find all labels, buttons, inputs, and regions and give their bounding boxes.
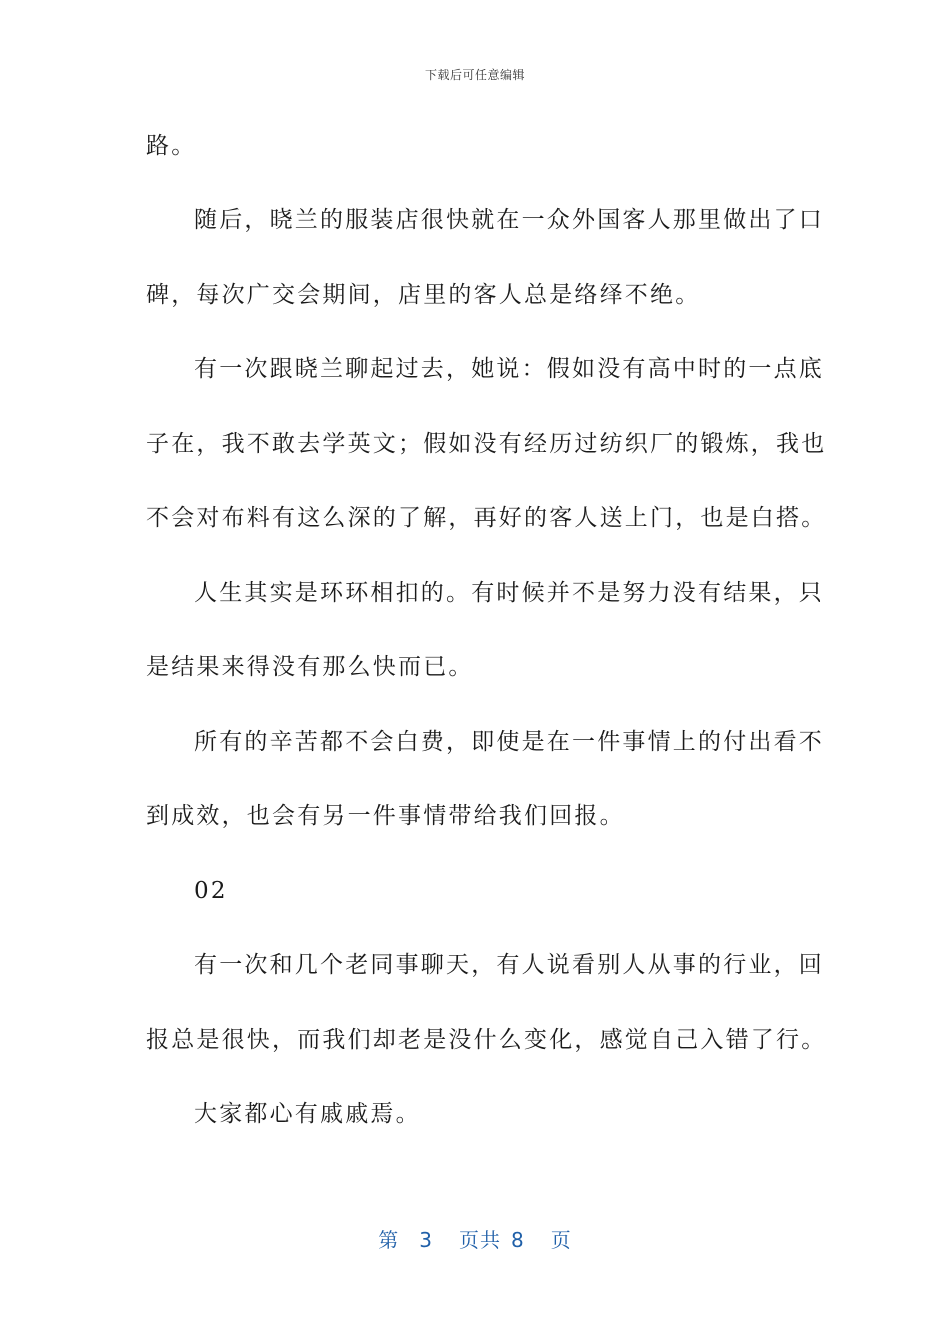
text-line: 子在，我不敢去学英文；假如没有经历过纺织厂的锻炼，我也 [146,431,827,457]
text-line: 是结果来得没有那么快而已。 [146,654,474,680]
text-line: 碑，每次广交会期间，店里的客人总是络绎不绝。 [146,282,701,308]
text-line: 大家都心有戚戚焉。 [194,1101,421,1127]
page-footer [0,1224,950,1253]
text-line: 有一次和几个老同事聊天，有人说看别人从事的行业，回 [194,952,824,978]
text-line: 路。 [146,133,197,159]
footer-middle: 页共 [459,1228,501,1252]
footer-suffix: 页 [550,1228,572,1252]
text-line: 到成效，也会有另一件事情带给我们回报。 [146,803,625,829]
section-number: 02 [194,878,228,904]
text-line: 随后，晓兰的服装店很快就在一众外国客人那里做出了口 [194,207,824,233]
text-line: 有一次跟晓兰聊起过去，她说：假如没有高中时的一点底 [194,356,824,382]
footer-prefix: 第 [378,1228,400,1252]
footer-page-total: 8 [511,1228,525,1252]
page-header-note: 下载后可任意编辑 [424,68,525,82]
text-line: 不会对布料有这么深的了解，再好的客人送上门，也是白搭。 [146,505,827,531]
text-line: 报总是很快，而我们却老是没什么变化，感觉自己入错了行。 [146,1027,827,1053]
footer-page-number: 3 [419,1228,433,1252]
text-line: 所有的辛苦都不会白费，即使是在一件事情上的付出看不 [194,729,824,755]
text-line: 人生其实是环环相扣的。有时候并不是努力没有结果，只 [194,580,824,606]
